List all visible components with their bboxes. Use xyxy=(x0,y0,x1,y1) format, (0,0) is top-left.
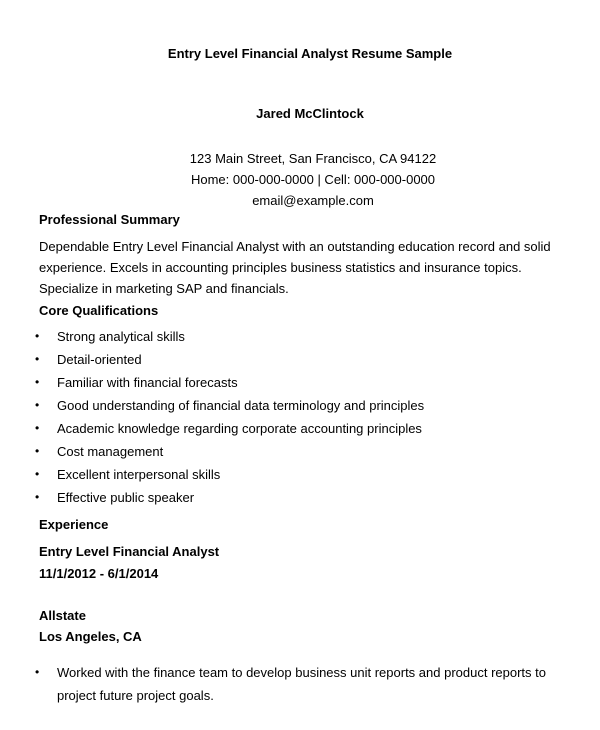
core-qualifications-list xyxy=(0,326,600,510)
duty-text: Worked with the finance team to develop business unit reports and product reports to project future project goals. xyxy=(57,665,546,703)
job-dates: 11/1/2012 - 6/1/2014 xyxy=(39,566,159,581)
contact-email: email@example.com xyxy=(252,193,374,208)
contact-phones: Home: 000-000-0000 | Cell: 000-000-0000 xyxy=(190,172,436,187)
contact-block xyxy=(0,148,600,211)
list-item xyxy=(0,441,600,464)
bullet-icon: • xyxy=(35,398,40,412)
bullet-icon: • xyxy=(35,467,40,481)
job-title: Entry Level Financial Analyst xyxy=(39,544,220,559)
bullet-icon: • xyxy=(35,444,40,458)
list-item xyxy=(0,349,600,372)
company-name: Allstate xyxy=(39,608,86,623)
list-item xyxy=(0,418,600,441)
bullet-icon: • xyxy=(35,421,40,435)
candidate-name: Jared McClintock xyxy=(256,106,364,121)
qualification-text: Excellent interpersonal skills xyxy=(57,467,221,482)
qualification-text: Effective public speaker xyxy=(57,490,195,505)
qualification-text: Detail-oriented xyxy=(57,352,142,367)
list-item xyxy=(0,661,600,707)
company-location: Los Angeles, CA xyxy=(39,629,142,644)
bullet-icon: • xyxy=(35,352,40,366)
qualification-text: Familiar with financial forecasts xyxy=(57,375,238,390)
bullet-icon: • xyxy=(35,490,40,504)
qualification-text: Academic knowledge regarding corporate accounting principles xyxy=(57,421,422,436)
bullet-icon: • xyxy=(35,665,40,679)
core-qualifications-heading: Core Qualifications xyxy=(39,303,159,318)
qualification-text: Strong analytical skills xyxy=(57,329,185,344)
bullet-icon: • xyxy=(35,329,40,343)
list-item xyxy=(0,326,600,349)
document-title: Entry Level Financial Analyst Resume Sample xyxy=(167,46,453,61)
list-item xyxy=(0,372,600,395)
list-item xyxy=(0,464,600,487)
qualification-text: Good understanding of financial data terminology and principles xyxy=(57,398,425,413)
list-item xyxy=(0,487,600,510)
qualification-text: Cost management xyxy=(57,444,164,459)
professional-summary-text: Dependable Entry Level Financial Analyst with an outstanding education record and solid experience. Excels in accounting principles business statistics and insurance topics. Specialize in marketing SAP and financials. xyxy=(39,239,551,296)
list-item xyxy=(0,395,600,418)
contact-address: 123 Main Street, San Francisco, CA 94122 xyxy=(189,151,437,166)
professional-summary-heading: Professional Summary xyxy=(39,212,180,227)
experience-heading: Experience xyxy=(39,517,109,532)
job-duties-list xyxy=(0,661,600,707)
bullet-icon: • xyxy=(35,375,40,389)
